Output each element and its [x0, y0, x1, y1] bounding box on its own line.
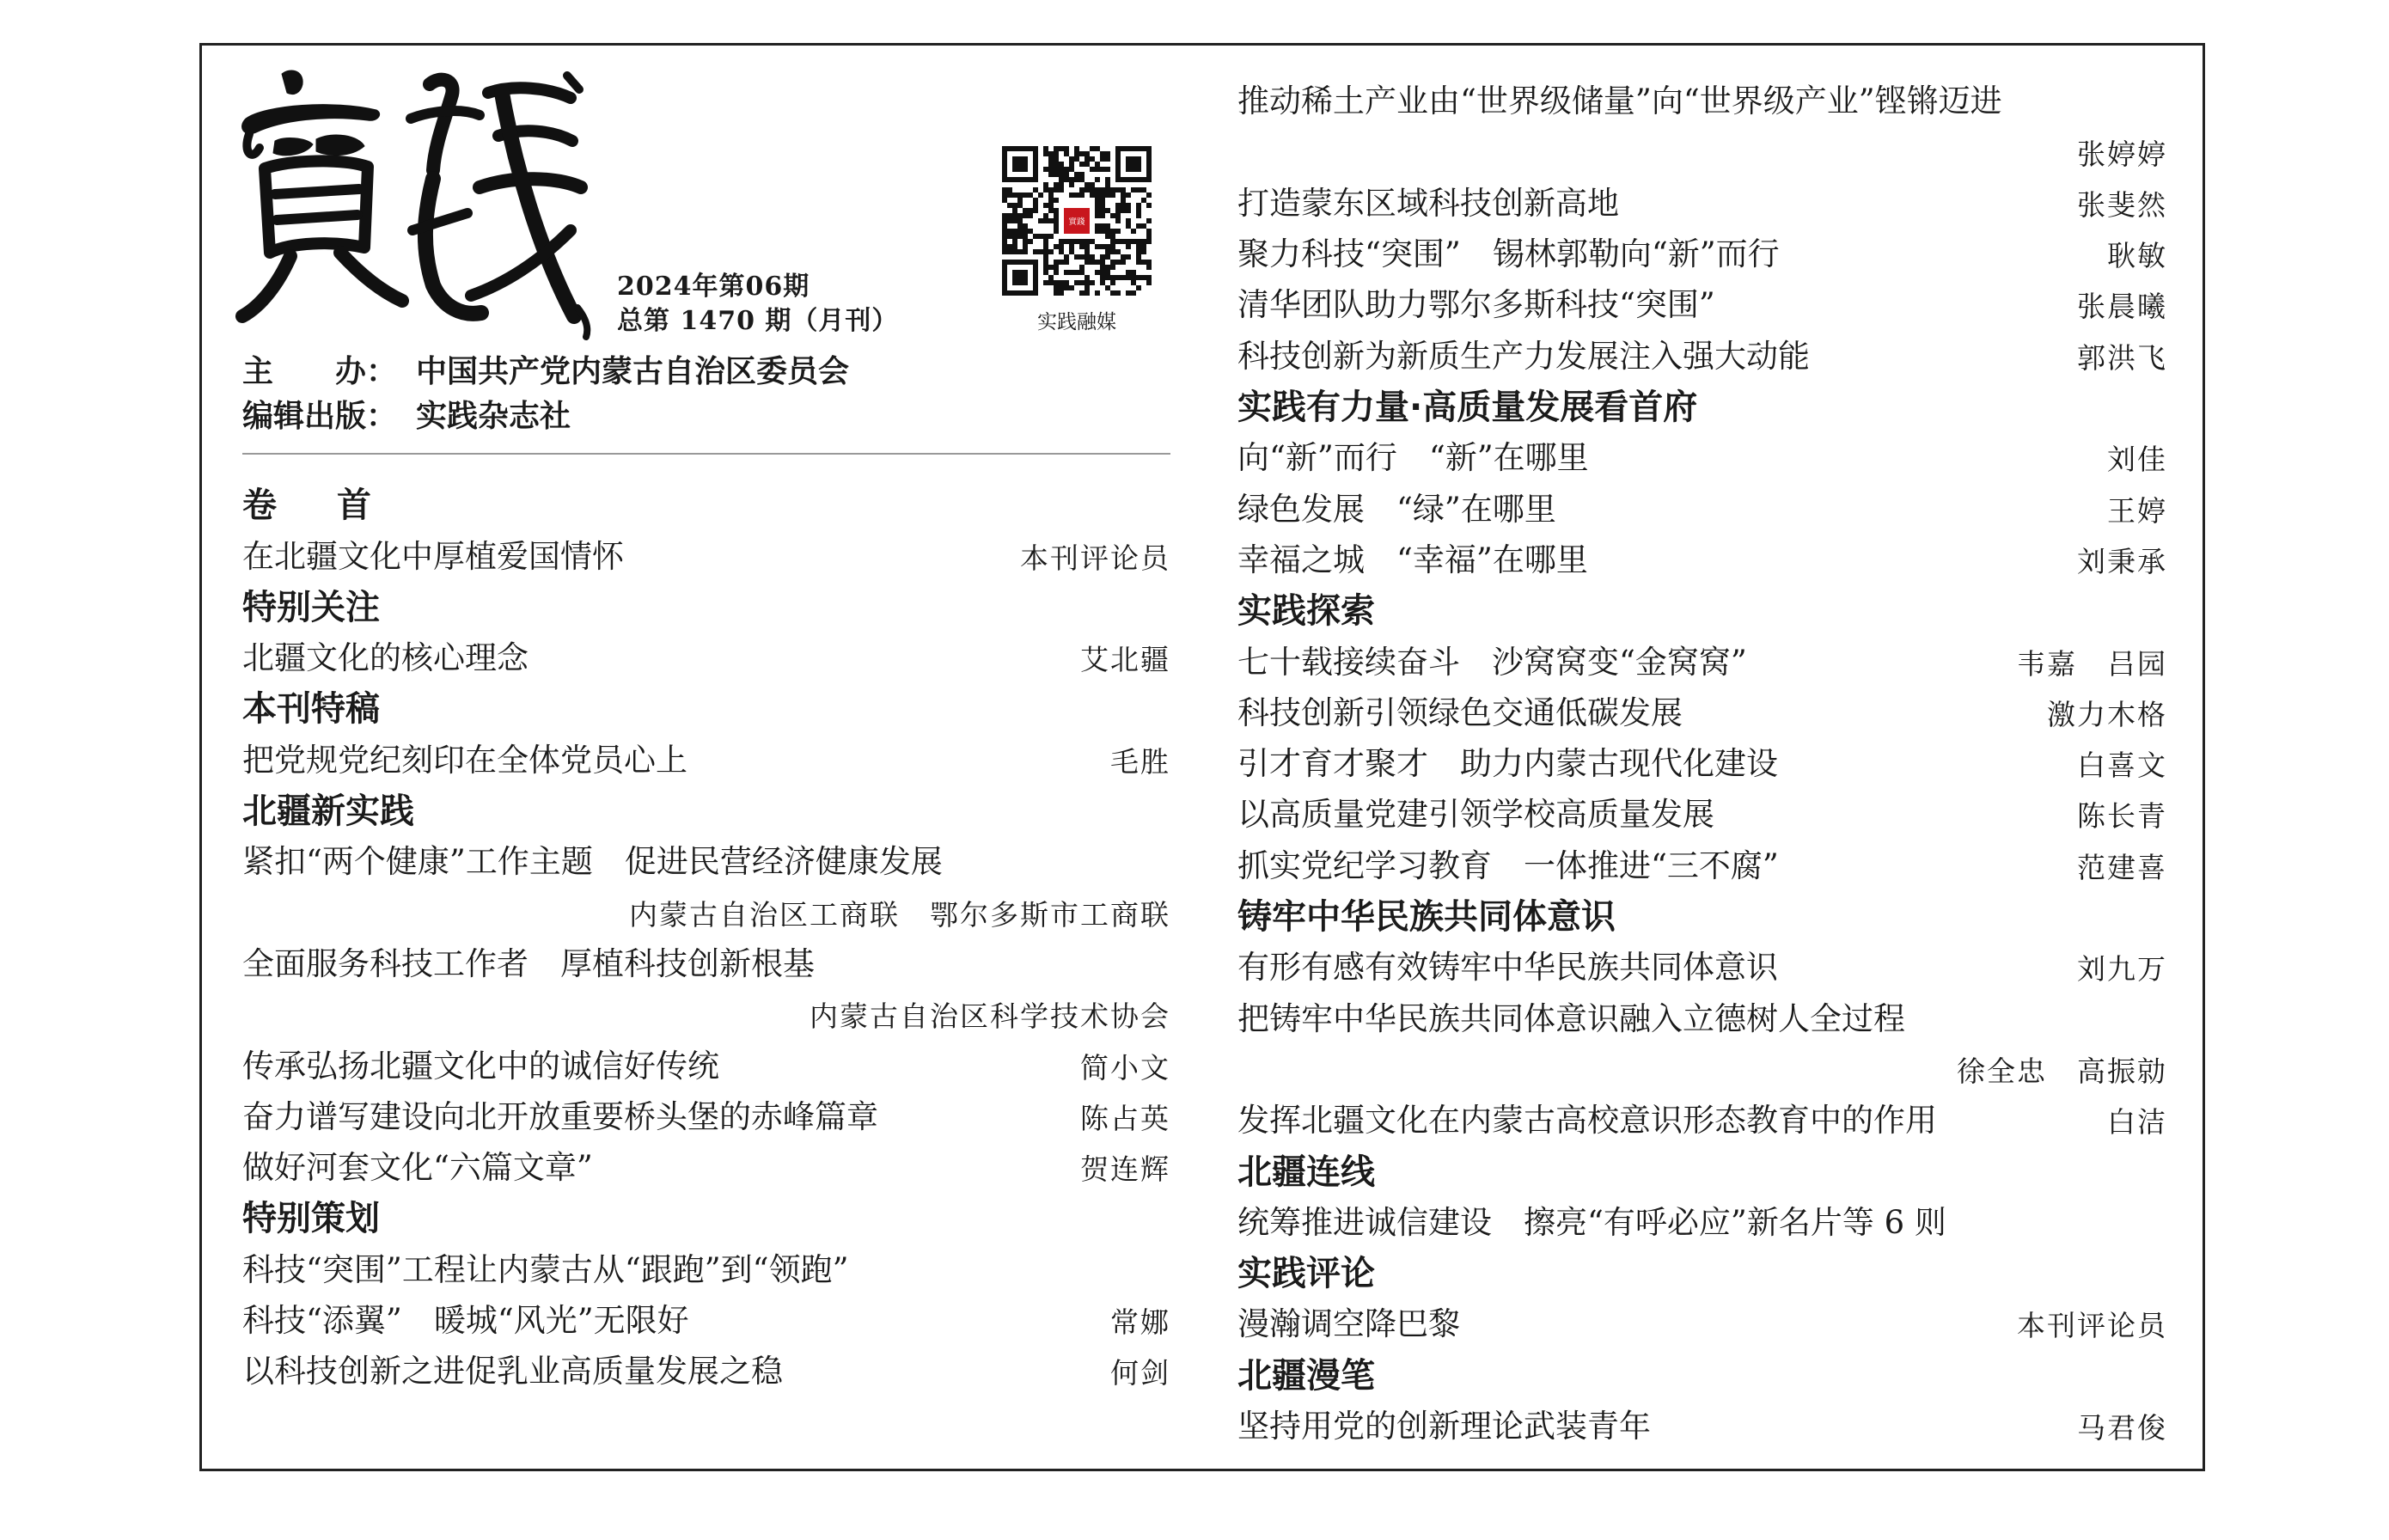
toc-entry[interactable] [1237, 1402, 2167, 1453]
toc-entry[interactable] [242, 736, 1170, 786]
toc-entry[interactable] [242, 1245, 1170, 1296]
article-title[interactable]: 科技创新引领绿色交通低碳发展 [1237, 694, 1683, 731]
article-title[interactable]: 发挥北疆文化在内蒙古高校意识形态教育中的作用 [1237, 1102, 1937, 1140]
article-author: 王婷 [2107, 493, 2167, 528]
article-title[interactable]: 科技“添翼” 暖城“风光”无限好 [242, 1302, 689, 1340]
cumulative-issue-number: 总第 1470 期（月刊） [617, 306, 899, 336]
section-heading [1237, 383, 2167, 434]
toc-entry[interactable] [1237, 740, 2167, 791]
article-title[interactable]: 有形有感有效铸牢中华民族共同体意识 [1237, 949, 1778, 987]
issue-number: 2024年第06期 [617, 272, 810, 302]
article-author: 陈占英 [1080, 1101, 1170, 1135]
section-title: 实践评论 [1237, 1254, 1375, 1294]
author-line[interactable] [1237, 128, 2167, 179]
section-title: 实践探索 [1237, 591, 1375, 632]
section-heading [242, 481, 1170, 532]
qr-code[interactable] [1000, 146, 1153, 296]
article-title[interactable]: 科技创新为新质生产力发展注入强大动能 [1237, 337, 1810, 375]
article-title[interactable]: 做好河套文化“六篇文章” [242, 1149, 593, 1187]
section-heading [1237, 1351, 2167, 1402]
sponsor-value: 中国共产党内蒙古自治区委员会 [416, 354, 850, 389]
article-author: 常娜 [1110, 1305, 1170, 1340]
article-title[interactable]: 奋力谱写建设向北开放重要桥头堡的赤峰篇章 [242, 1097, 878, 1135]
article-title[interactable]: 科技“突围”工程让内蒙古从“跟跑”到“领跑” [242, 1250, 849, 1288]
article-title[interactable]: 聚力科技“突围” 锡林郭勒向“新”而行 [1237, 235, 1780, 273]
toc-entry[interactable] [1237, 230, 2167, 281]
article-title[interactable]: 把铸牢中华民族共同体意识融入立德树人全过程 [1237, 999, 1905, 1037]
article-title[interactable]: 把党规党纪刻印在全体党员心上 [242, 741, 687, 779]
article-title[interactable]: 幸福之城 “幸福”在哪里 [1237, 541, 1588, 578]
article-title[interactable]: 坚持用党的创新理论武装青年 [1237, 1408, 1651, 1445]
article-title[interactable]: 七十载接续奋斗 沙窝窝变“金窝窝” [1237, 643, 1747, 681]
toc-entry[interactable] [242, 838, 1170, 889]
toc-entry[interactable] [242, 634, 1170, 685]
toc-entry[interactable] [1237, 791, 2167, 841]
toc-entry[interactable] [1237, 332, 2167, 382]
article-title[interactable]: 以科技创新之进促乳业高质量发展之稳 [242, 1353, 783, 1390]
toc-entry[interactable] [242, 940, 1170, 991]
article-title[interactable]: 引才育才聚才 助力内蒙古现代化建设 [1237, 745, 1778, 783]
sponsor-label: 主 办： [242, 354, 398, 389]
article-title[interactable]: 紧扣“两个健康”工作主题 促进民营经济健康发展 [242, 843, 943, 881]
author-line[interactable] [242, 991, 1170, 1042]
article-title[interactable]: 在北疆文化中厚植爱国情怀 [242, 537, 624, 575]
section-heading [1237, 1250, 2167, 1300]
article-author: 艾北疆 [1080, 643, 1170, 677]
article-author: 马君俊 [2077, 1411, 2167, 1445]
article-author: 范建喜 [2077, 850, 2167, 884]
toc-entry[interactable] [1237, 180, 2167, 230]
toc-entry[interactable] [1237, 638, 2167, 688]
article-author: 张斐然 [2077, 187, 2167, 222]
section-heading [242, 584, 1170, 634]
toc-entry[interactable] [1237, 1300, 2167, 1351]
section-title: 北疆连线 [1237, 1152, 1375, 1192]
article-author: 内蒙古自治区工商联 鄂尔多斯市工商联 [629, 897, 1170, 932]
article-author: 白洁 [2107, 1105, 2167, 1140]
article-title[interactable]: 北疆文化的核心理念 [242, 639, 529, 677]
section-heading [1237, 893, 2167, 944]
article-title[interactable]: 漫瀚调空降巴黎 [1237, 1305, 1460, 1343]
section-heading [1237, 1147, 2167, 1198]
publisher-label: 编辑出版： [242, 399, 398, 434]
toc-entry[interactable] [1237, 1199, 2167, 1250]
toc-entry[interactable] [1237, 994, 2167, 1045]
article-author: 陈长青 [2077, 799, 2167, 834]
toc-entry[interactable] [1237, 434, 2167, 485]
article-author: 刘佳 [2107, 443, 2167, 477]
section-title: 铸牢中华民族共同体意识 [1237, 897, 1616, 938]
article-author: 本刊评论员 [1020, 541, 1170, 575]
article-title[interactable]: 全面服务科技工作者 厚植科技创新根基 [242, 944, 815, 982]
article-author: 白喜文 [2077, 749, 2167, 783]
section-heading [242, 787, 1170, 838]
article-author: 韦嘉 吕园 [2017, 646, 2167, 681]
article-author: 本刊评论员 [2017, 1309, 2167, 1343]
article-title[interactable]: 统筹推进诚信建设 擦亮“有呼必应”新名片等 6 则 [1237, 1203, 1946, 1241]
toc-entry[interactable] [1237, 689, 2167, 740]
toc-entry[interactable] [242, 1348, 1170, 1398]
author-line[interactable] [1237, 1046, 2167, 1097]
section-title: 卷首 [242, 486, 431, 526]
author-line[interactable] [242, 889, 1170, 939]
article-title[interactable]: 推动稀土产业由“世界级储量”向“世界级产业”铿锵迈进 [1237, 82, 2002, 120]
article-author: 刘秉承 [2077, 544, 2167, 578]
qr-caption: 实践融媒 [1037, 311, 1116, 333]
article-author: 毛胜 [1110, 744, 1170, 779]
article-author: 张婷婷 [2077, 137, 2167, 171]
article-title[interactable]: 传承弘扬北疆文化中的诚信好传统 [242, 1047, 719, 1085]
article-author: 简小文 [1080, 1050, 1170, 1085]
toc-entry[interactable] [242, 1144, 1170, 1195]
toc-entry[interactable] [242, 532, 1170, 583]
article-title[interactable]: 以高质量党建引领学校高质量发展 [1237, 796, 1714, 834]
toc-entry[interactable] [1237, 944, 2167, 994]
toc-entry[interactable] [1237, 485, 2167, 535]
article-title[interactable]: 清华团队助力鄂尔多斯科技“突围” [1237, 286, 1715, 324]
article-author: 刘九万 [2077, 952, 2167, 987]
article-title[interactable]: 打造蒙东区域科技创新高地 [1237, 184, 1619, 222]
section-title: 北疆新实践 [242, 791, 414, 832]
article-author: 激力木格 [2047, 697, 2167, 731]
magazine-logo [230, 58, 591, 342]
section-title: 本刊特稿 [242, 689, 380, 730]
section-title: 北疆漫笔 [1237, 1355, 1375, 1396]
section-title: 实践有力量·高质量发展看首府 [1237, 388, 1698, 428]
article-author: 张晨曦 [2077, 290, 2167, 324]
toc-entry[interactable] [1237, 841, 2167, 892]
publisher-value: 实践杂志社 [416, 399, 571, 434]
article-title[interactable]: 抓实党纪学习教育 一体推进“三不腐” [1237, 846, 1779, 884]
article-author: 何剑 [1110, 1356, 1170, 1390]
section-heading [242, 685, 1170, 736]
contents-right-column [1237, 77, 2167, 1453]
section-title: 特别关注 [242, 587, 380, 627]
toc-entry[interactable] [1237, 536, 2167, 587]
sponsor-row [242, 347, 849, 391]
article-title[interactable]: 向“新”而行 “新”在哪里 [1237, 439, 1589, 477]
masthead-divider [242, 453, 1170, 455]
article-author: 郭洪飞 [2077, 340, 2167, 375]
article-author: 耿敏 [2107, 239, 2167, 273]
qr-badge-text: 實踐 [1068, 217, 1085, 228]
publisher-row [242, 392, 571, 436]
toc-entry[interactable] [1237, 77, 2167, 128]
toc-entry[interactable] [1237, 1097, 2167, 1147]
section-heading [242, 1195, 1170, 1245]
contents-left-column [242, 481, 1170, 1398]
article-title[interactable]: 绿色发展 “绿”在哪里 [1237, 490, 1556, 528]
toc-entry[interactable] [242, 1297, 1170, 1348]
article-author: 徐全忠 高振勍 [1957, 1054, 2167, 1088]
toc-entry[interactable] [1237, 281, 2167, 332]
toc-entry[interactable] [242, 1093, 1170, 1144]
article-author: 贺连辉 [1080, 1152, 1170, 1187]
section-heading [1237, 587, 2167, 638]
toc-entry[interactable] [242, 1042, 1170, 1092]
article-author: 内蒙古自治区科学技术协会 [810, 999, 1170, 1034]
section-title: 特别策划 [242, 1199, 380, 1239]
